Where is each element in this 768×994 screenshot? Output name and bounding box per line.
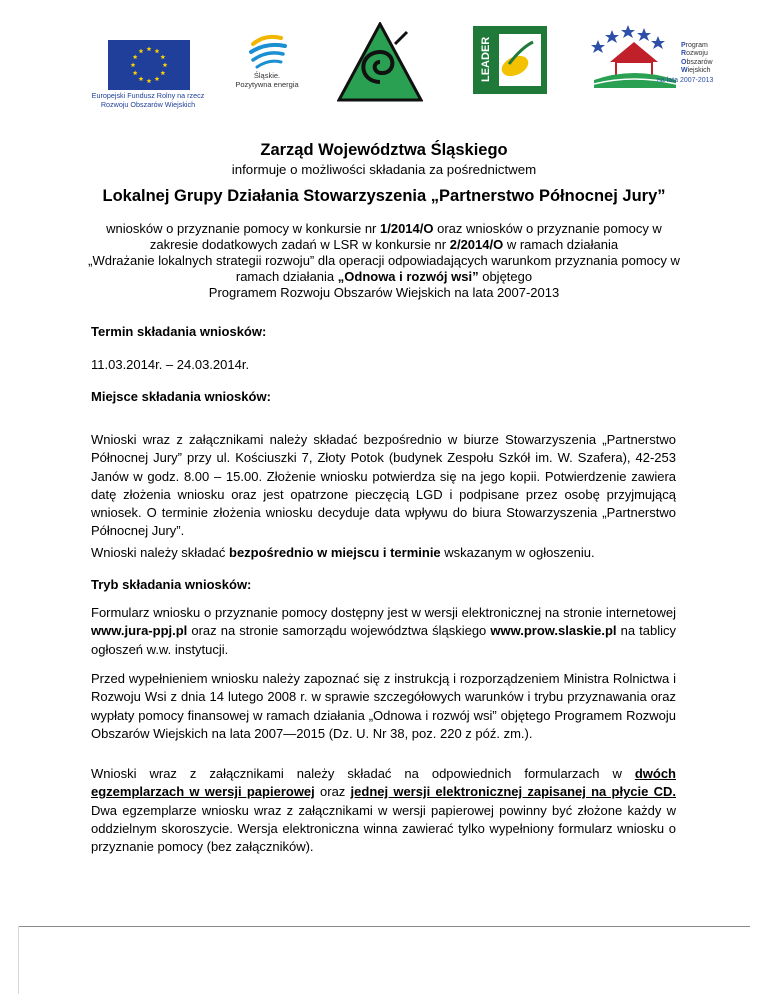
prow-line-3: Obszarów <box>681 58 713 66</box>
jura-ppj-link: www.jura-ppj.pl <box>91 623 188 639</box>
intro-line-4: ramach działania „Odnowa i rozwój wsi” objętego <box>235 269 533 284</box>
intro-line-2: zakresie dodatkowych zadań w LSR w konkursie nr 2/2014/O w ramach działania <box>149 237 619 252</box>
miejsce-paragraph-1: Wnioski wraz z załącznikami należy składać bezpośrednio w biurze Stowarzyszenia „Partnerstwo Północnej Jury” przy ul. Kościuszki 7, Złoty Potok (budynek Zespołu Szkół im. W. Szafera), 42-253 Janów w godz. 8.00 – 15.00. Złożenie wniosku potwierdza się na jego kopii. Potwierdzenie zawiera datę złożenia wniosku oraz jest opatrzone pieczęcią LGD i podpisane przez osobę przyjmującą wniosek. O terminie złożenia wniosku decyduje data wpływu do biura Stowarzyszenia „Partnerstwo Północnej Jury”. <box>91 432 676 539</box>
prow-line-4: Wiejskich <box>681 67 711 75</box>
page-subtitle: informuje o możliwości składania za pośrednictwem <box>231 162 537 177</box>
miejsce-heading: Miejsce składania wniosków: <box>91 389 271 404</box>
page-margin-line <box>18 926 19 994</box>
lgd-triangle-logo-icon <box>337 22 423 102</box>
eu-caption-line2: Rozwoju Obszarów Wiejskich <box>100 100 196 109</box>
intro-paragraph <box>0 221 768 301</box>
slaskie-caption <box>232 71 302 89</box>
termin-heading: Termin składania wniosków: <box>91 324 267 339</box>
termin-dates: 11.03.2014r. – 24.03.2014r. <box>91 357 250 372</box>
leader-logo-icon <box>473 26 547 94</box>
prow-slaskie-link: www.prow.slaskie.pl <box>490 623 617 639</box>
eu-flag-icon <box>108 40 190 90</box>
lgd-title: Lokalnej Grupy Działania Stowarzyszenia „Partnerstwo Północnej Jury” <box>102 187 666 205</box>
intro-line-5: Programem Rozwoju Obszarów Wiejskich na lata 2007-2013 <box>208 285 560 300</box>
page-divider <box>18 926 750 927</box>
intro-line-1: wniosków o przyznanie pomocy w konkursie nr 1/2014/O oraz wniosków o przyznanie pomocy w <box>106 221 662 236</box>
intro-line-3: „Wdrażanie lokalnych strategii rozwoju” dla operacji odpowiadających warunkom przyznania pomocy w <box>88 253 680 268</box>
tryb-heading: Tryb składania wniosków: <box>91 577 252 592</box>
slaskie-line1: Śląskie. <box>253 71 281 80</box>
eu-fund-caption <box>86 91 210 109</box>
prow-line-1: Program <box>681 42 708 49</box>
logo-bar <box>0 0 768 120</box>
prow-line-2: Rozwoju <box>681 50 708 58</box>
prow-years: na lata 2007-2013 <box>657 77 714 84</box>
slaskie-logo-icon <box>247 30 289 70</box>
eu-caption-line1: Europejski Fundusz Rolny na rzecz <box>91 91 205 100</box>
prow-caption <box>681 42 713 76</box>
miejsce-paragraph-2: Wnioski należy składać bezpośrednio w miejscu i terminie wskazanym w ogłoszeniu. <box>91 545 595 560</box>
tryb-paragraph-2: Przed wypełnieniem wniosku należy zapoznać się z instrukcją i rozporządzeniem Ministra Rolnictwa i Rozwoju Wsi z dnia 14 lutego 2008 r. w sprawie szczegółowych warunków i trybu przyznawania oraz wypłaty pomocy finansowej w ramach działania „Odnowa i rozwój wsi” objętego Programem Rozwoju Obszarów Wiejskich na lata 2007—2015 (Dz. U. Nr 38, poz. 220 z póź. zm.). <box>91 671 676 741</box>
tryb-paragraph-3: Wnioski wraz z załącznikami należy składać na odpowiednich formularzach w dwóch egzemplarzach w wersji papierowej oraz jednej wersji elektronicznej zapisanej na płycie CD. Dwa egzemplarze wniosku wraz z załącznikami w wersji papierowej powinny być złożone każdy w oddzielnym skoroszycie. Wersja elektroniczna winna zawierać tylko wypełniony formularz wniosku o przyznanie pomocy (bez załączników). <box>91 766 676 855</box>
slaskie-line2: Pozytywna energia <box>235 80 299 89</box>
tryb-paragraph-1: Formularz wniosku o przyznanie pomocy dostępny jest w wersji elektronicznej na stronie internetowej www.jura-ppj.pl oraz na stronie samorządu województwa śląskiego www.prow.slaskie.pl na tablicy ogłoszeń w.w. instytucji. <box>91 605 676 657</box>
leader-text: LEADER <box>480 36 492 82</box>
page-title: Zarząd Województwa Śląskiego <box>260 141 508 159</box>
